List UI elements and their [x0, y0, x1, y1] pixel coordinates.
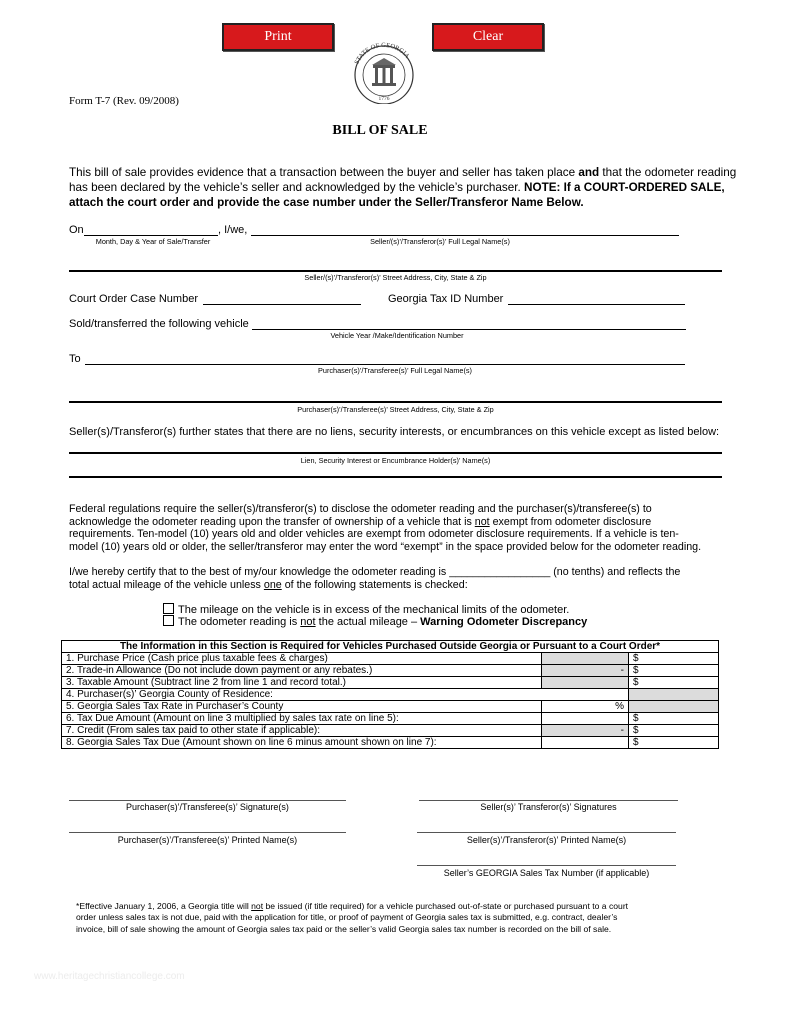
- row-amount-cell[interactable]: [629, 701, 719, 713]
- sale-date-field[interactable]: [84, 235, 218, 236]
- odometer-discrepancy-checkbox[interactable]: [163, 615, 174, 626]
- row-input-cell[interactable]: [542, 737, 629, 749]
- watermark: www.heritagechristiancollege.com: [34, 971, 185, 982]
- table-row: [62, 653, 719, 665]
- federal-paragraph: Federal regulations require the seller(s)/transferor(s) to disclose the odometer reading and the purchaser(s)/transferee(s) to acknowledge the odometer reading upon the transfer of ownership of a vehicle that is not exempt from odometer disclosure requirements. Ten-model (10) years old and older vehicles are exempt from odometer disclosure requirements. If a vehicle is ten- model (10) years old or older, the seller/transferor may enter the word “exempt” in the space provided below for the odometer reading.: [69, 503, 702, 553]
- row-input-cell[interactable]: [542, 677, 629, 689]
- lien-address-field[interactable]: [69, 476, 722, 478]
- row-label: 6. Tax Due Amount (Amount on line 3 multiplied by sales tax rate on line 5):: [62, 713, 542, 725]
- row-amount-cell[interactable]: [629, 689, 719, 701]
- seller-tax-number-caption: Seller’s GEORGIA Sales Tax Number (if applicable): [443, 868, 650, 878]
- row-amount-cell[interactable]: $: [629, 725, 719, 737]
- purchaser-name-field[interactable]: [85, 364, 685, 365]
- table-row: [62, 677, 719, 689]
- purchaser-signature-field[interactable]: [69, 800, 346, 801]
- seller-printed-name-field[interactable]: [417, 832, 676, 833]
- row-input-cell[interactable]: [542, 653, 629, 665]
- row-label: 3. Taxable Amount (Subtract line 2 from line 1 and record total.): [62, 677, 542, 689]
- lien-name-caption: Lien, Security Interest or Encumbrance Holder(s)’ Name(s): [300, 456, 491, 465]
- seller-signature-caption: Seller(s)’ Transferor(s)’ Signatures: [480, 802, 617, 812]
- sold-label: Sold/transferred the following vehicle: [69, 318, 249, 330]
- iwe-label: , I/we,: [218, 224, 248, 236]
- row-label: 4. Purchaser(s)’ Georgia County of Residence:: [62, 689, 629, 701]
- purchaser-address-field[interactable]: [69, 401, 722, 403]
- table-header: The Information in this Section is Required for Vehicles Purchased Outside Georgia or Pursuant to a Court Order*: [62, 641, 719, 653]
- seller-printed-name-caption: Seller(s)’/Transferor(s)’ Printed Name(s): [466, 835, 627, 845]
- seller-name-field[interactable]: [251, 235, 679, 236]
- row-label: 8. Georgia Sales Tax Due (Amount shown on line 6 minus amount shown on line 7):: [62, 737, 542, 749]
- purchaser-name-caption: Purchaser(s)’/Transferee(s)’ Full Legal Name(s): [318, 366, 472, 375]
- row-input-cell[interactable]: [542, 713, 629, 725]
- tax-id-label: Georgia Tax ID Number: [388, 293, 504, 305]
- table-row: [62, 725, 719, 737]
- mileage-option-2: The odometer reading is not the actual mileage – Warning Odometer Discrepancy: [163, 615, 587, 628]
- form-id: Form T-7 (Rev. 09/2008): [69, 95, 179, 107]
- table-row: [62, 665, 719, 677]
- lien-name-field[interactable]: [69, 452, 722, 454]
- seller-name-caption: Seller/(s)’/Transferor(s)’ Full Legal Name(s): [370, 237, 510, 246]
- seller-address-field[interactable]: [69, 270, 722, 272]
- purchaser-printed-name-caption: Purchaser(s)’/Transferee(s)’ Printed Name(s): [117, 835, 298, 845]
- court-order-field[interactable]: [203, 304, 361, 305]
- mileage-option-1: The mileage on the vehicle is in excess of the mechanical limits of the odometer.: [163, 603, 569, 616]
- row-amount-cell[interactable]: $: [629, 737, 719, 749]
- print-button[interactable]: Print: [222, 23, 334, 51]
- row-amount-cell[interactable]: $: [629, 713, 719, 725]
- row-label: 1. Purchase Price (Cash price plus taxable fees & charges): [62, 653, 542, 665]
- row-amount-cell[interactable]: $: [629, 677, 719, 689]
- row-label: 7. Credit (From sales tax paid to other state if applicable):: [62, 725, 542, 737]
- purchaser-address-caption: Purchaser(s)’/Transferee(s)’ Street Address, City, State & Zip: [297, 405, 494, 414]
- intro-paragraph: This bill of sale provides evidence that a transaction between the buyer and seller has taken place and that the odometer reading has been declared by the vehicle’s seller and acknowledged by the vehicle’s purchaser. NOTE: If a COURT-ORDERED SALE, attach the court order and provide the case number under the Seller/Transferor Name Below.: [69, 166, 737, 209]
- vehicle-caption: Vehicle Year /Make/Identification Number: [330, 331, 464, 340]
- table-row: [62, 701, 719, 713]
- row-input-cell[interactable]: %: [542, 701, 629, 713]
- row-input-cell[interactable]: -: [542, 725, 629, 737]
- table-row: [62, 689, 719, 701]
- row-label: 2. Trade-in Allowance (Do not include down payment or any rebates.): [62, 665, 542, 677]
- seller-tax-number-field[interactable]: [417, 865, 676, 866]
- table-row: [62, 713, 719, 725]
- sales-tax-table: [61, 640, 719, 749]
- purchaser-printed-name-field[interactable]: [69, 832, 346, 833]
- date-caption: Month, Day & Year of Sale/Transfer: [95, 237, 211, 246]
- vehicle-field[interactable]: [252, 329, 686, 330]
- mileage-exceeds-checkbox[interactable]: [163, 603, 174, 614]
- page-title: BILL OF SALE: [332, 123, 428, 138]
- row-input-cell[interactable]: -: [542, 665, 629, 677]
- row-label: 5. Georgia Sales Tax Rate in Purchaser’s County: [62, 701, 542, 713]
- table-row: [62, 737, 719, 749]
- court-order-label: Court Order Case Number: [69, 293, 198, 305]
- seller-signature-field[interactable]: [419, 800, 678, 801]
- odometer-reading-field[interactable]: _________________: [449, 566, 551, 578]
- row-amount-cell[interactable]: $: [629, 653, 719, 665]
- georgia-seal-icon: [346, 42, 422, 104]
- clear-button[interactable]: Clear: [432, 23, 544, 51]
- on-label: On: [69, 224, 84, 236]
- liens-statement: Seller(s)/Transferor(s) further states that there are no liens, security interests, or encumbrances on this vehicle except as listed below:: [69, 426, 720, 438]
- purchaser-signature-caption: Purchaser(s)’/Transferee(s)’ Signature(s): [126, 802, 289, 812]
- certify-paragraph: I/we hereby certify that to the best of my/our knowledge the odometer reading is _________________ (no tenths) and reflects the total actual mileage of the vehicle unless one of the following statements is checked:: [69, 566, 681, 591]
- to-label: To: [69, 353, 81, 365]
- svg-text:STATE OF GEORGIA: STATE OF GEORGIA: [353, 42, 411, 66]
- seller-address-caption: Seller/(s)’/Transferor(s)’ Street Address, City, State & Zip: [304, 273, 487, 282]
- tax-id-field[interactable]: [508, 304, 685, 305]
- svg-text:1776: 1776: [378, 96, 390, 102]
- row-amount-cell[interactable]: $: [629, 665, 719, 677]
- footnote: *Effective January 1, 2006, a Georgia title will not be issued (if title required) for a vehicle purchased out-of-state or purchased pursuant to a court order unless sales tax is not due, paid with the application for title, or proof of payment of Georgia sales tax is submitted, e.g. contract, dealer’s invoice, bill of sale showing the amount of Georgia sales tax paid or the seller’s valid Georgia sales tax number is recorded on the bill of sale.: [76, 901, 629, 934]
